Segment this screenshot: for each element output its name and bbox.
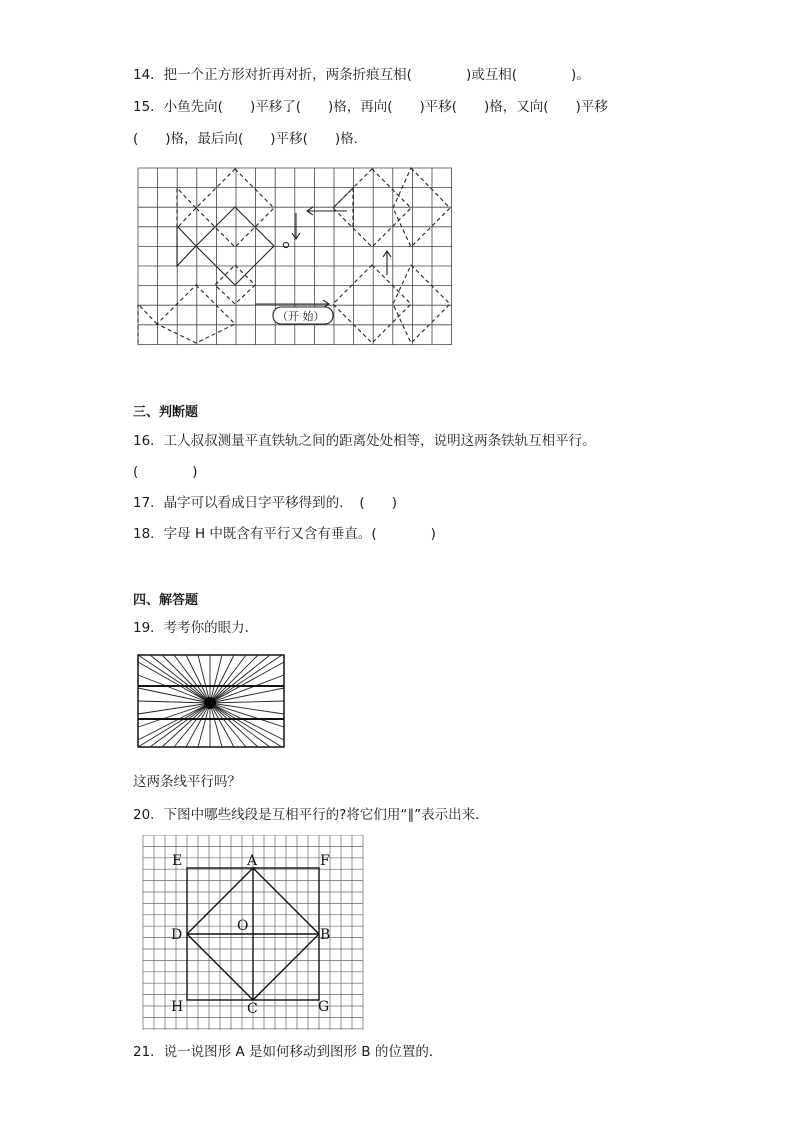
question-19-followup: 这两条线平行吗？ xyxy=(133,774,241,790)
question-16-answer-blank: ( ) xyxy=(133,464,198,480)
question-17: 17．晶字可以看成日字平移得到的． ( ) xyxy=(133,495,397,511)
label-D: D xyxy=(171,927,183,943)
question-14: 14．把一个正方形对折再对折，两条折痕互相( )或互相( )。 xyxy=(133,67,590,83)
question-15-line-2: ( )格，最后向( )平移( )格． xyxy=(133,131,368,147)
question-15-line-1: 15．小鱼先向( )平移了( )格，再向( )平移( )格，又向( )平移 xyxy=(133,99,608,115)
question-19: 19．考考你的眼力． xyxy=(133,620,259,636)
question-18: 18．字母 H 中既含有平行又含有垂直。( ) xyxy=(133,526,436,542)
start-label: （开 始） xyxy=(277,310,325,323)
square-figure xyxy=(137,835,367,1031)
section-judge-heading: 三、判断题 xyxy=(133,405,199,420)
label-A: A xyxy=(247,853,258,869)
section-answer-heading: 四、解答题 xyxy=(133,593,199,608)
fish-eye xyxy=(283,242,288,247)
label-F: F xyxy=(320,853,330,869)
question-21: 21．说一说图形 A 是如何移动到图形 B 的位置的． xyxy=(133,1044,443,1060)
illusion-center-dot xyxy=(204,697,216,709)
question-16: 16．工人叔叔测量平直铁轨之间的距离处处相等，说明这两条铁轨互相平行。 xyxy=(133,433,596,449)
label-B: B xyxy=(320,927,331,943)
illusion-figure xyxy=(137,654,285,748)
label-G: G xyxy=(318,999,330,1015)
label-E: E xyxy=(172,853,183,869)
square-shapes xyxy=(187,868,319,1000)
fish-translation-figure xyxy=(137,167,453,347)
question-20: 20．下图中哪些线段是互相平行的?将它们用“∥”表示出来． xyxy=(133,807,489,823)
label-O: O xyxy=(237,918,249,934)
label-C: C xyxy=(247,1001,258,1017)
label-H: H xyxy=(171,999,184,1015)
